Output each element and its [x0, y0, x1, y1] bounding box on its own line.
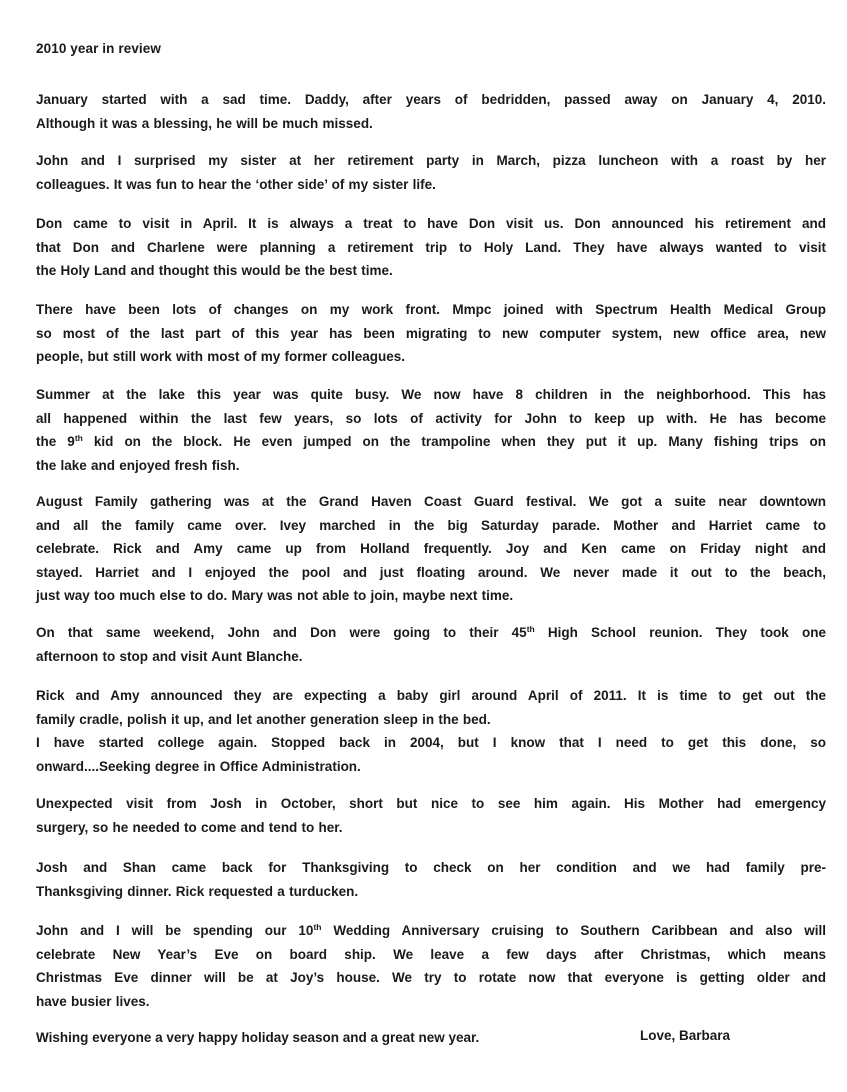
text-line: family cradle, polish it up, and let another generation sleep in the bed. — [36, 711, 491, 727]
paragraph-august-gathering — [36, 490, 826, 608]
text-line: Unexpected visit from Josh in October, short but nice to see him again. His Mother had emergency — [36, 796, 826, 811]
ordinal-suffix: th — [313, 922, 322, 932]
text-line: Although it was a blessing, he will be much missed. — [36, 115, 373, 131]
paragraph-don-visit — [36, 212, 826, 283]
text-line: surgery, so he needed to come and tend to her. — [36, 819, 343, 835]
letter-title: 2010 year in review — [36, 41, 161, 56]
text-line — [36, 430, 826, 454]
text-segment: the 9 — [36, 434, 75, 449]
text-segment: High School reunion. They took one — [534, 625, 826, 640]
text-line: Josh and Shan came back for Thanksgiving to check on her condition and we had family pre- — [36, 860, 826, 875]
text-line — [36, 621, 826, 645]
text-line: Summer at the lake this year was quite busy. We now have 8 children in the neighborhood. This has — [36, 387, 826, 402]
text-line: Thanksgiving dinner. Rick requested a turducken. — [36, 883, 359, 899]
paragraph-anniversary-cruise — [36, 919, 826, 1013]
paragraph-january — [36, 88, 826, 135]
ordinal-suffix: th — [526, 624, 535, 634]
closing-wishes: Wishing everyone a very happy holiday season and a great new year. — [36, 1030, 480, 1045]
paragraph-thanksgiving — [36, 856, 826, 903]
paragraph-summer-lake — [36, 383, 826, 477]
text-line: There have been lots of changes on my work front. Mmpc joined with Spectrum Health Medical Group — [36, 302, 826, 317]
text-line: I have started college again. Stopped back in 2004, but I know that I need to get this done, so — [36, 735, 826, 750]
text-line: just way too much else to do. Mary was not able to join, maybe next time. — [36, 588, 514, 603]
text-line: and all the family came over. Ivey marched in the big Saturday parade. Mother and Harriet came to — [36, 517, 826, 533]
paragraph-work-front — [36, 298, 826, 369]
text-segment: kid on the block. He even jumped on the trampoline when they put it up. Many fishing trips on — [82, 434, 826, 449]
text-line: onward....Seeking degree in Office Administration. — [36, 758, 361, 774]
text-line: celebrate New Year’s Eve on board ship. We leave a few days after Christmas, which means — [36, 946, 826, 962]
text-line: afternoon to stop and visit Aunt Blanche. — [36, 648, 303, 664]
paragraph-baby-and-college — [36, 684, 826, 778]
text-line: the Holy Land and thought this would be the best time. — [36, 263, 393, 278]
text-line — [36, 919, 826, 943]
text-line: John and I surprised my sister at her retirement party in March, pizza luncheon with a roast by her — [36, 153, 826, 168]
paragraph-reunion — [36, 621, 826, 668]
text-line: people, but still work with most of my former colleagues. — [36, 349, 406, 364]
text-line: Don came to visit in April. It is always a treat to have Don visit us. Don announced his retirement and — [36, 216, 826, 231]
text-segment: On that same weekend, John and Don were going to their 45 — [36, 625, 527, 640]
ordinal-suffix: th — [74, 433, 83, 443]
text-line: the lake and enjoyed fresh fish. — [36, 457, 240, 473]
text-line: have busier lives. — [36, 993, 150, 1009]
text-line: August Family gathering was at the Grand Haven Coast Guard festival. We got a suite near downtown — [36, 494, 826, 509]
signature: Love, Barbara — [640, 1028, 731, 1043]
text-line: stayed. Harriet and I enjoyed the pool and just floating around. We never made it out to the beach, — [36, 564, 826, 580]
text-segment: Wedding Anniversary cruising to Southern Caribbean and also will — [321, 923, 826, 938]
text-line: Rick and Amy announced they are expecting a baby girl around April of 2011. It is time to get out the — [36, 688, 826, 703]
text-line: all happened within the last few years, so lots of activity for John to keep up with. He has become — [36, 410, 826, 426]
paragraph-josh-visit — [36, 792, 826, 839]
text-line: that Don and Charlene were planning a retirement trip to Holy Land. They have always wanted to visit — [36, 239, 826, 255]
text-line: so most of the last part of this year has been migrating to new computer system, new office area, new — [36, 325, 826, 341]
text-line: Christmas Eve dinner will be at Joy’s house. We try to rotate now that everyone is getting older and — [36, 970, 826, 985]
paragraph-retirement-party — [36, 149, 826, 196]
text-line: colleagues. It was fun to hear the ‘other side’ of my sister life. — [36, 176, 436, 192]
text-line: January started with a sad time. Daddy, after years of bedridden, passed away on January 4, 2010. — [36, 92, 826, 107]
text-segment: John and I will be spending our 10 — [36, 923, 314, 938]
text-line: celebrate. Rick and Amy came up from Holland frequently. Joy and Ken came on Friday night and — [36, 541, 826, 556]
